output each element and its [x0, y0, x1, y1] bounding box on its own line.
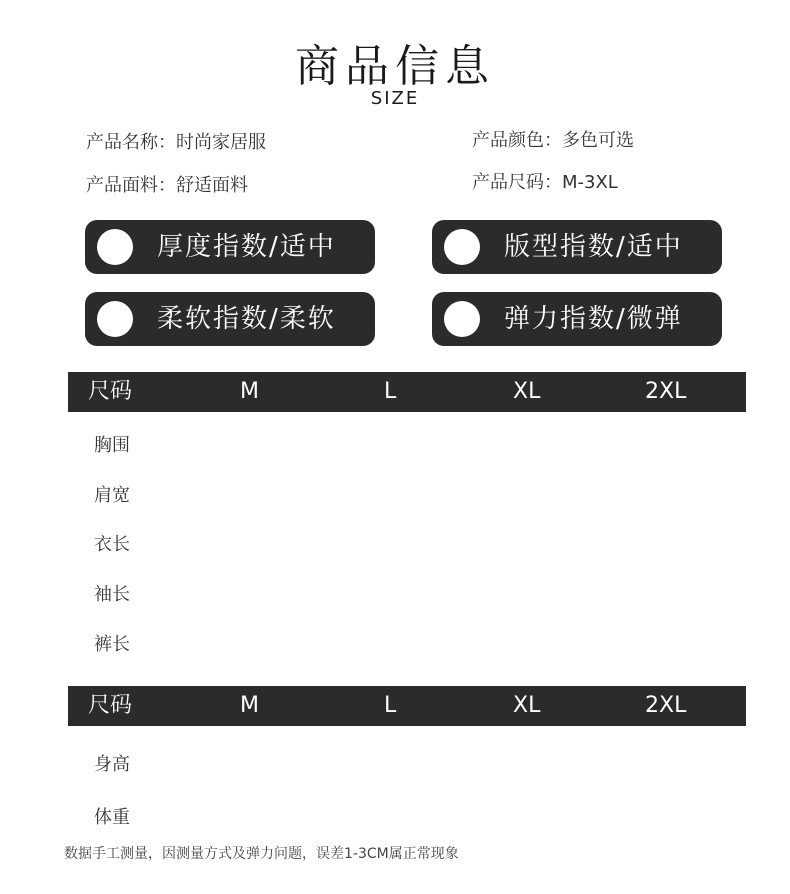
softness-index-label: 柔软指数/柔软 [157, 304, 336, 334]
elasticity-index-label: 弹力指数/微弹 [504, 304, 683, 334]
row-shoulder: 肩宽 [94, 485, 130, 506]
header-size: 尺码 [88, 693, 133, 718]
header-m: M [240, 693, 259, 718]
fit-index-label: 版型指数/适中 [504, 232, 683, 262]
circle-icon [97, 301, 133, 337]
header-l: L [384, 693, 397, 718]
circle-icon [97, 229, 133, 265]
product-color: 产品颜色：多色可选 [472, 130, 634, 151]
header-xl: XL [513, 693, 541, 718]
header-size: 尺码 [88, 379, 133, 404]
thickness-index-label: 厚度指数/适中 [157, 232, 336, 262]
size-table-header [68, 372, 746, 412]
row-sleeve: 袖长 [94, 584, 130, 605]
header-xl: XL [513, 379, 541, 404]
row-length: 衣长 [94, 534, 130, 555]
row-chest: 胸围 [94, 435, 130, 456]
header-l: L [384, 379, 397, 404]
product-fabric: 产品面料：舒适面料 [86, 175, 248, 196]
header-m: M [240, 379, 259, 404]
size-table-header-2 [68, 686, 746, 726]
measurement-note: 数据手工测量，因测量方式及弹力问题，误差1-3CM属正常现象 [64, 846, 459, 862]
page-subtitle: SIZE [370, 88, 420, 109]
header-2xl: 2XL [645, 693, 687, 718]
softness-index-badge [85, 292, 375, 346]
header-2xl: 2XL [645, 379, 687, 404]
row-height: 身高 [94, 754, 130, 775]
circle-icon [444, 229, 480, 265]
circle-icon [444, 301, 480, 337]
row-weight: 体重 [94, 807, 130, 828]
product-name: 产品名称：时尚家居服 [86, 132, 266, 153]
fit-index-badge [432, 220, 722, 274]
row-pants-length: 裤长 [94, 634, 130, 655]
product-size: 产品尺码：M-3XL [472, 172, 618, 193]
page-title: 商品信息 [295, 41, 495, 92]
elasticity-index-badge [432, 292, 722, 346]
thickness-index-badge [85, 220, 375, 274]
